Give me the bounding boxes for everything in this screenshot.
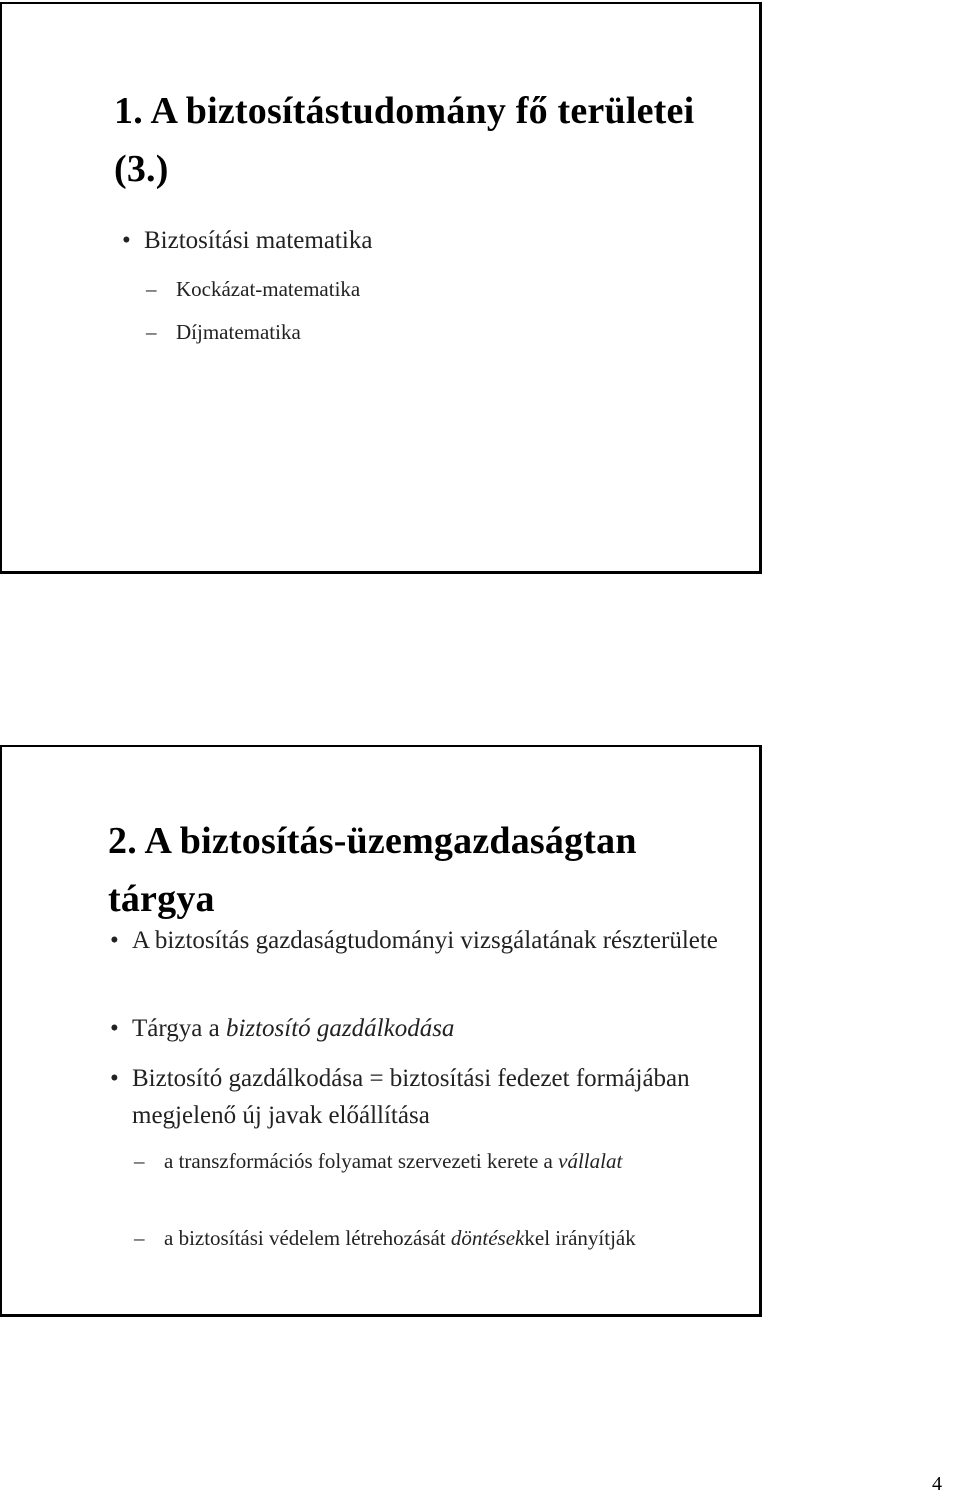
subitem-text: a transzformációs folyamat szervezeti kerete a [164,1149,559,1173]
subitem-text-italic: vállalat [558,1149,623,1173]
slide-1-subitem-1 [146,272,361,306]
bullet-icon: • [110,927,119,954]
slide-1-subitem-2 [146,315,301,349]
dash-icon: – [134,1226,145,1250]
subitem-text: Kockázat-matematika [176,277,361,301]
bullet-text: Biztosítási matematika [144,227,373,254]
bullet-text-italic: biztosító gazdálkodása [225,1015,455,1042]
bullet-text: Tárgya a [132,1015,226,1042]
bullet-icon: • [110,1065,119,1092]
slide-2-title: 2. A biztosítás-üzemgazdaságtan tárgya [108,820,637,920]
slide-2-bullet-1 [110,922,742,959]
slide-2-bullet-3 [110,1060,742,1134]
slide-2-bullet-2 [110,1010,742,1047]
bullet-icon: • [110,1015,119,1042]
slide-2-subitem-2 [134,1221,724,1255]
slide-1 [0,2,762,574]
bullet-text: Biztosító gazdálkodása = biztosítási fedezet formájában megjelenő új javak előállítása [132,1065,690,1129]
slide-2-subitem-1 [134,1144,724,1178]
subitem-text: a biztosítási védelem létrehozását [164,1226,451,1250]
bullet-text: A biztosítás gazdaságtudományi vizsgálatának részterülete [132,927,718,954]
subitem-text: Díjmatematika [176,320,301,344]
dash-icon: – [146,320,157,344]
page-number: 4 [932,1473,942,1495]
subitem-text-italic: döntések [450,1226,525,1250]
bullet-icon: • [122,227,131,254]
dash-icon: – [134,1149,145,1173]
slide-1-title: 1. A biztosítástudomány fő területei (3.) [114,90,695,190]
slide-2 [0,745,762,1317]
slide-1-bullet-1 [122,222,373,259]
dash-icon: – [146,277,157,301]
subitem-text-suffix: kel irányítják [524,1226,636,1250]
